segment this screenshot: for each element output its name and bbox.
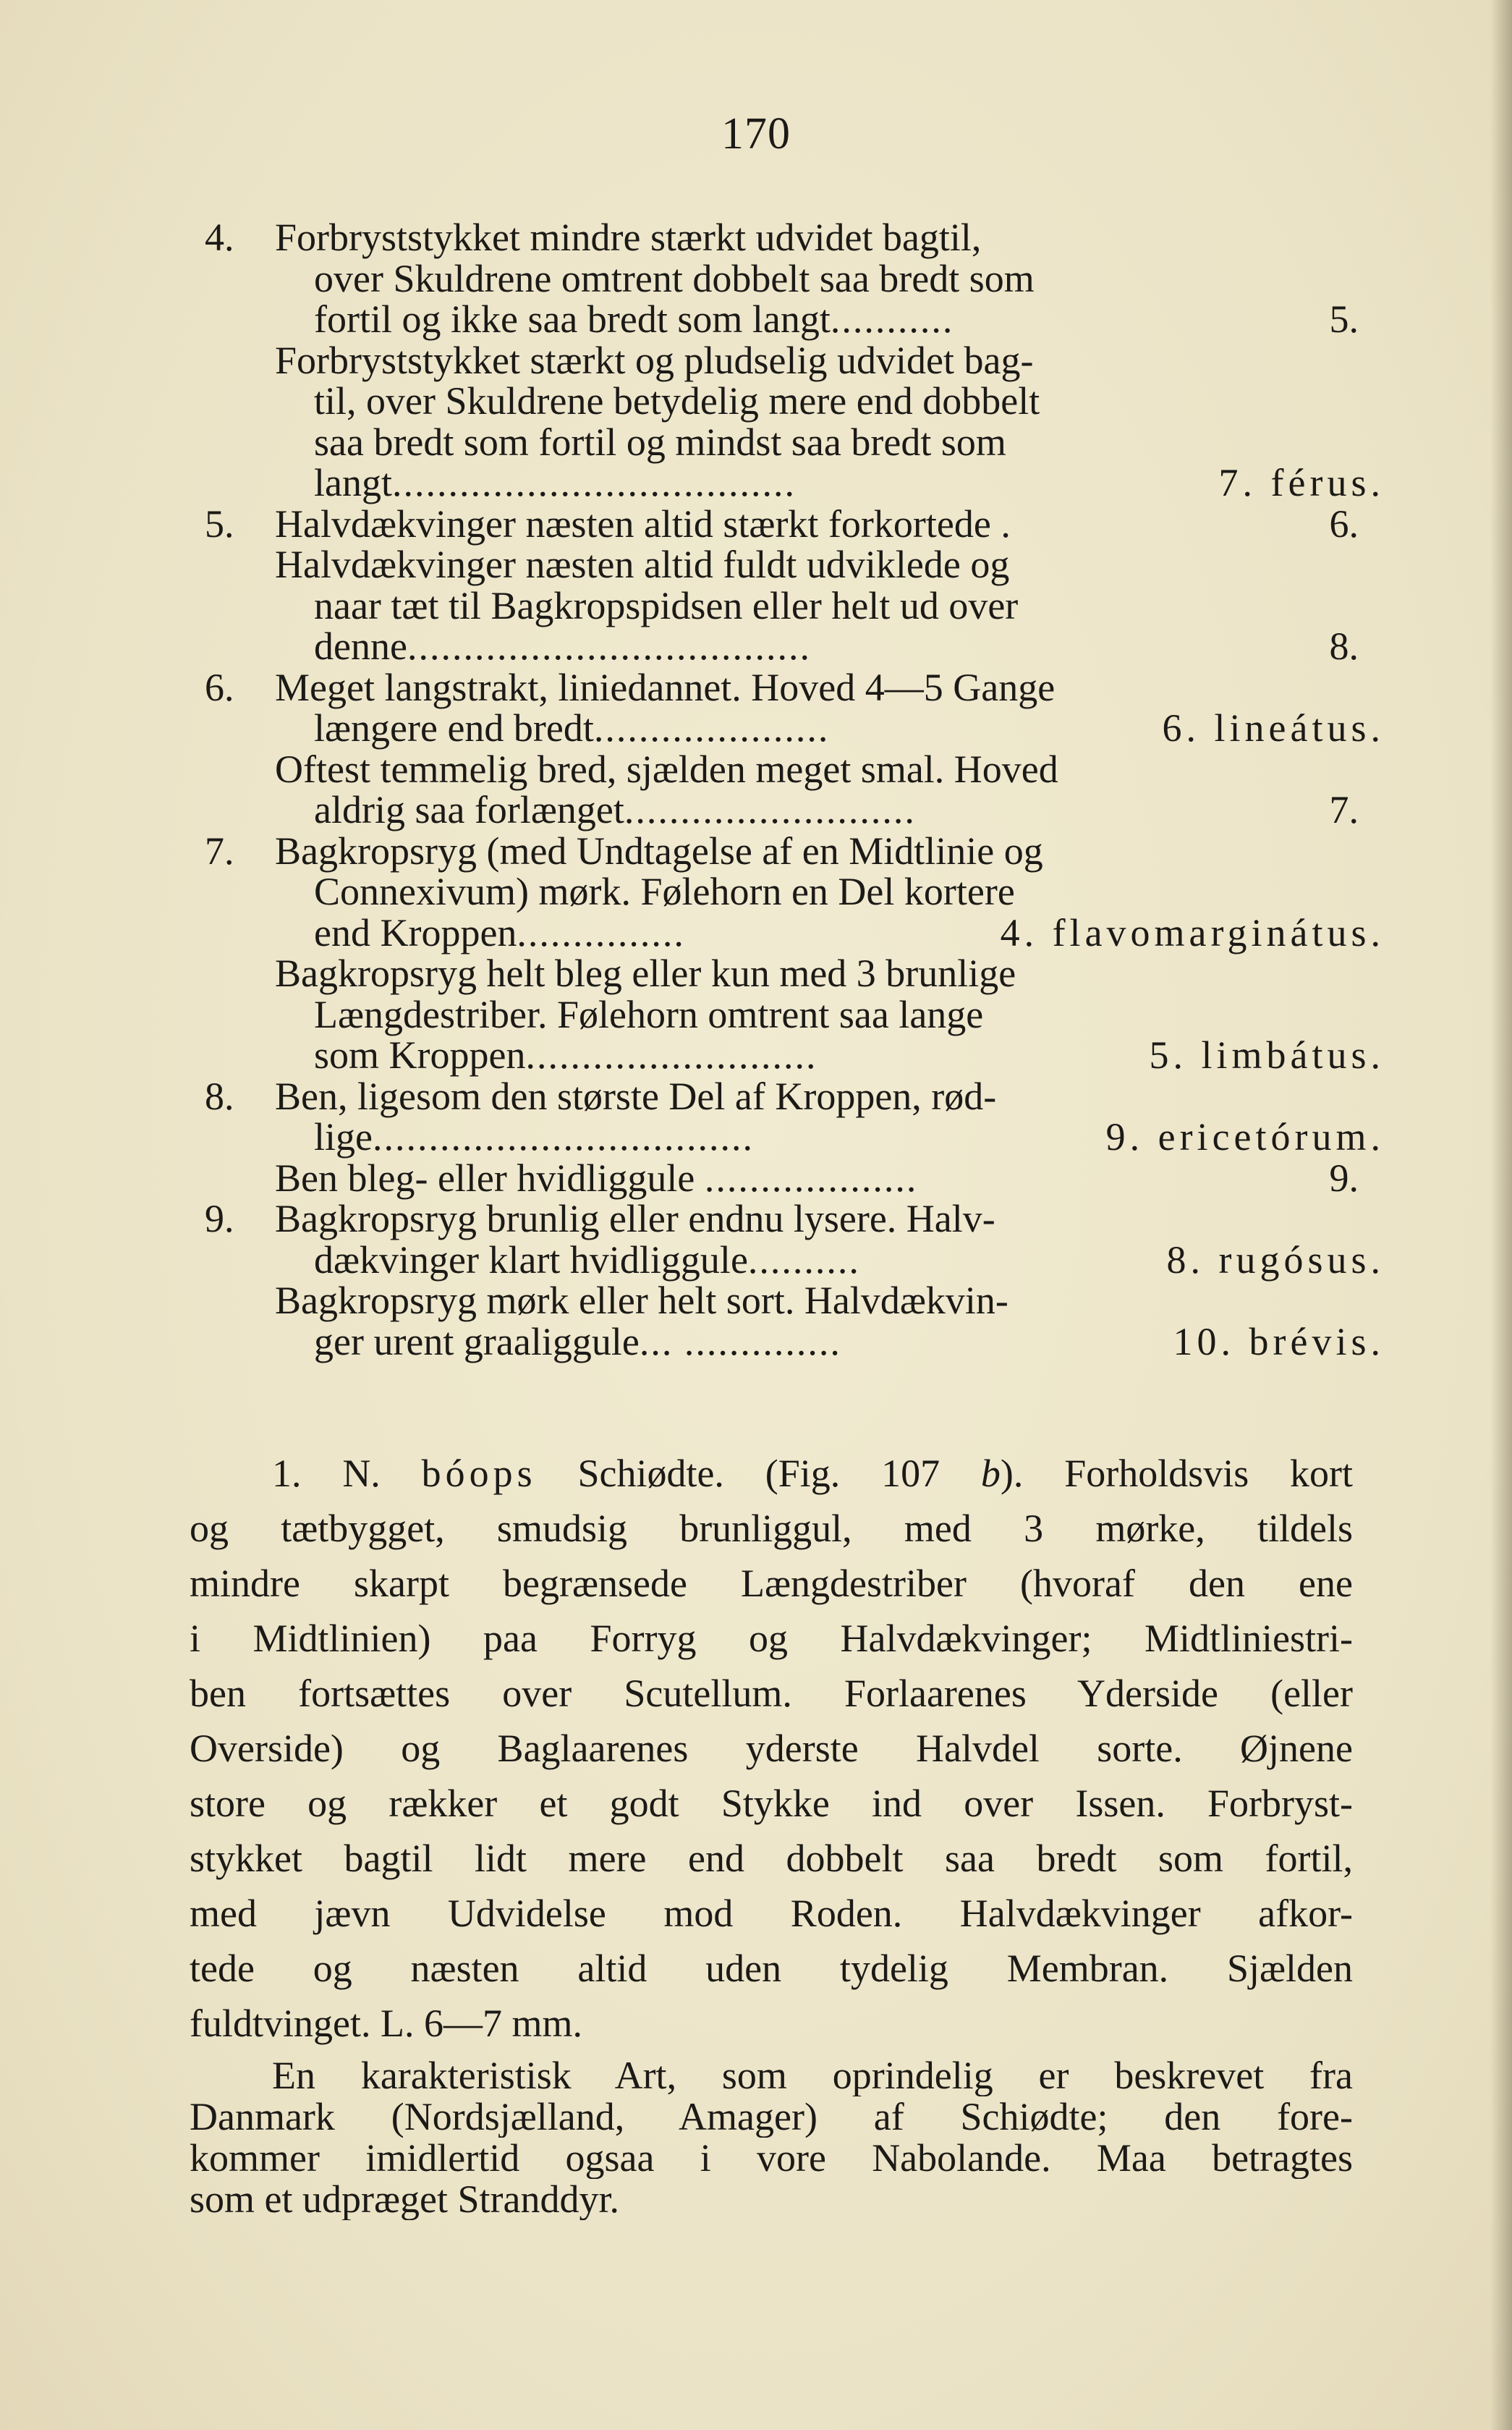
key-line (0, 1076, 1512, 1117)
leader-dots: ............... (517, 910, 685, 954)
key-line (0, 217, 1512, 258)
species-result: 8. rugósus. (1166, 1237, 1385, 1282)
key-line-final (0, 708, 1512, 749)
key-line-final (0, 1117, 1512, 1158)
key-line (0, 994, 1512, 1036)
species-result: 7. férus. (1218, 461, 1385, 504)
key-number: 8. (205, 1074, 234, 1118)
description-line: fuldtvinget. L. 6—7 mm. (190, 2002, 582, 2045)
key-text-last: Ben bleg- eller hvidliggule (275, 1156, 695, 1200)
description-line: i Midtlinien) paa Forryg og Halvdækvinger; Midtliniestri- (190, 1617, 1353, 1660)
key-number: 9. (205, 1197, 234, 1240)
species-result: 9. ericetórum. (1105, 1115, 1385, 1159)
key-text (314, 1117, 754, 1158)
figure-ref-suffix: ). (1000, 1452, 1024, 1495)
species-result: 6. lineátus. (1162, 706, 1385, 750)
key-text: Oftest temmelig bred, sjælden meget smal. Hoved (275, 747, 1058, 791)
description-line: tede og næsten altid uden tydelig Membran. Sjælden (190, 1947, 1353, 1990)
key-text: over Skuldrene omtrent dobbelt saa bredt som (314, 256, 1035, 300)
key-text-last: fortil og ikke saa bredt som langt (314, 297, 831, 341)
key-line (0, 422, 1512, 463)
description-line: store og rækker et godt Stykke ind over Issen. Forbryst- (190, 1782, 1353, 1825)
key-text: Bagkropsryg (med Undtagelse af en Midtlinie og (275, 829, 1043, 873)
key-line (0, 544, 1512, 585)
key-line (0, 340, 1512, 381)
leader-dots: .......................... (624, 788, 916, 831)
key-text-last: denne (314, 625, 407, 668)
key-line (0, 953, 1512, 994)
key-text-last: ger urent graaliggule (314, 1319, 640, 1363)
key-line (0, 258, 1512, 300)
key-text-last: længere end bredt (314, 706, 594, 750)
key-text-last: end Kroppen (314, 910, 517, 954)
key-text (275, 1158, 917, 1199)
leader-dots: .................................. (372, 1115, 754, 1159)
key-line (0, 831, 1512, 872)
species-description (190, 1446, 1353, 2051)
key-line-final (0, 789, 1512, 831)
note-line: Danmark (Nordsjælland, Amager) af Schiødte; den fore- (190, 2096, 1353, 2138)
species-heading-line (190, 1446, 1353, 1501)
key-line-final (0, 462, 1512, 504)
key-number: 6. (205, 665, 234, 709)
species-number: 1. (272, 1452, 302, 1495)
key-text (314, 626, 811, 667)
figure-ref-prefix: (Fig. 107 (765, 1452, 940, 1495)
key-line (0, 381, 1512, 422)
key-text (314, 462, 796, 504)
key-text (314, 299, 954, 340)
leader-dots: ... .............. (639, 1319, 841, 1363)
key-text-last: Halvdækvinger næsten altid stærkt forkortede (275, 501, 991, 546)
key-number: 7. (205, 829, 234, 873)
leader-dots: .................................... (391, 461, 796, 504)
key-line-final (0, 910, 1512, 954)
key-text-last: lige (314, 1115, 373, 1159)
key-text: Ben, ligesom den største Del af Kroppen, rød- (275, 1074, 997, 1118)
key-text (314, 1237, 860, 1282)
key-line-final (0, 1158, 1512, 1199)
key-text-last: dækvinger klart hvidliggule (314, 1237, 748, 1282)
species-result: 10. brévis. (1173, 1319, 1385, 1363)
description-line: Overside) og Baglaarenes yderste Halvdel sorte. Øjnene (190, 1727, 1353, 1770)
leader-dots: .......... (747, 1237, 860, 1282)
couplet-reference: 6. (1329, 501, 1359, 546)
first-line-rest: Forholdsvis kort (1064, 1452, 1353, 1495)
key-text-last: som Kroppen (314, 1033, 526, 1077)
page-number: 170 (721, 109, 791, 158)
key-text: naar tæt til Bagkropspidsen eller helt ud over (314, 583, 1019, 627)
key-text: Halvdækvinger næsten altid fuldt udviklede og (275, 543, 1010, 586)
key-text-last: langt (314, 461, 392, 504)
note-line: kommer imidlertid ogsaa i vore Nabolande. Maa betragtes (190, 2138, 1353, 2179)
key-text: Meget langstrakt, liniedannet. Hoved 4—5 Gange (275, 665, 1056, 709)
species-author: Schiødte. (577, 1452, 724, 1495)
key-line (0, 1280, 1512, 1321)
key-line-final (0, 299, 1512, 340)
key-text (314, 1321, 841, 1363)
species-result: 4. flavomarginátus. (1000, 910, 1385, 954)
key-text-last: aldrig saa forlænget (314, 788, 624, 831)
key-line (0, 667, 1512, 708)
key-text (275, 501, 1012, 546)
couplet-reference: 9. (1329, 1156, 1359, 1200)
key-text (314, 708, 829, 749)
identification-key (0, 217, 1512, 1362)
couplet-reference: 8. (1329, 625, 1359, 668)
key-line (0, 871, 1512, 913)
leader-dots: .......................... (525, 1033, 817, 1077)
note-line: En karakteristisk Art, som oprindelig er beskrevet fra (272, 2055, 1353, 2096)
key-text: Bagkropsryg helt bleg eller kun med 3 brunlige (275, 952, 1016, 995)
key-text (314, 910, 685, 954)
key-number: 5. (205, 501, 234, 546)
note-line: som et udpræget Stranddyr. (190, 2179, 619, 2220)
key-text (314, 1035, 817, 1076)
leader-dots: ................... (704, 1156, 918, 1200)
key-text: Forbryststykket mindre stærkt udvidet bagtil, (275, 216, 982, 259)
leader-dots: ........... (830, 297, 954, 341)
key-line (0, 749, 1512, 790)
description-line: ben fortsættes over Scutellum. Forlaarenes Yderside (eller (190, 1672, 1353, 1715)
key-text: til, over Skuldrene betydelig mere end dobbelt (314, 379, 1040, 423)
key-line-final (0, 1237, 1512, 1282)
description-line: med jævn Udvidelse mod Roden. Halvdækvinger afkor- (190, 1892, 1353, 1935)
leader-dots: ..................... (593, 706, 830, 750)
key-number: 4. (205, 216, 234, 259)
key-line-final (0, 626, 1512, 667)
couplet-reference: 5. (1329, 297, 1359, 341)
figure-ref-letter: b (980, 1452, 1001, 1495)
species-result: 5. limbátus. (1149, 1033, 1385, 1077)
genus-abbrev: N. (342, 1452, 381, 1495)
description-line: stykket bagtil lidt mere end dobbelt saa bredt som fortil, (190, 1837, 1353, 1880)
key-line (0, 585, 1512, 627)
key-text (314, 789, 916, 831)
leader-dots: . (1001, 501, 1012, 546)
key-text: Bagkropsryg mørk eller helt sort. Halvdækvin- (275, 1279, 1008, 1322)
key-text: Længdestriber. Følehorn omtrent saa lange (314, 992, 984, 1036)
couplet-reference: 7. (1329, 788, 1359, 831)
key-text: Connexivum) mørk. Følehorn en Del kortere (314, 870, 1015, 913)
key-line-final (0, 1035, 1512, 1076)
species-name: bóops (421, 1452, 537, 1495)
key-line (0, 1198, 1512, 1240)
key-text: Bagkropsryg brunlig eller endnu lysere. Halv- (275, 1197, 995, 1240)
description-line: og tætbygget, smudsig brunliggul, med 3 mørke, tildels (190, 1507, 1353, 1550)
key-text: Forbryststykket stærkt og pludselig udvidet bag- (275, 338, 1034, 382)
leader-dots: .................................... (407, 625, 811, 668)
key-text: saa bredt som fortil og mindst saa bredt som (314, 420, 1006, 464)
description-line: mindre skarpt begrænsede Længdestriber (hvoraf den ene (190, 1562, 1353, 1605)
key-line-final (0, 1321, 1512, 1363)
key-line-final (0, 501, 1512, 546)
species-note (190, 2055, 1353, 2220)
